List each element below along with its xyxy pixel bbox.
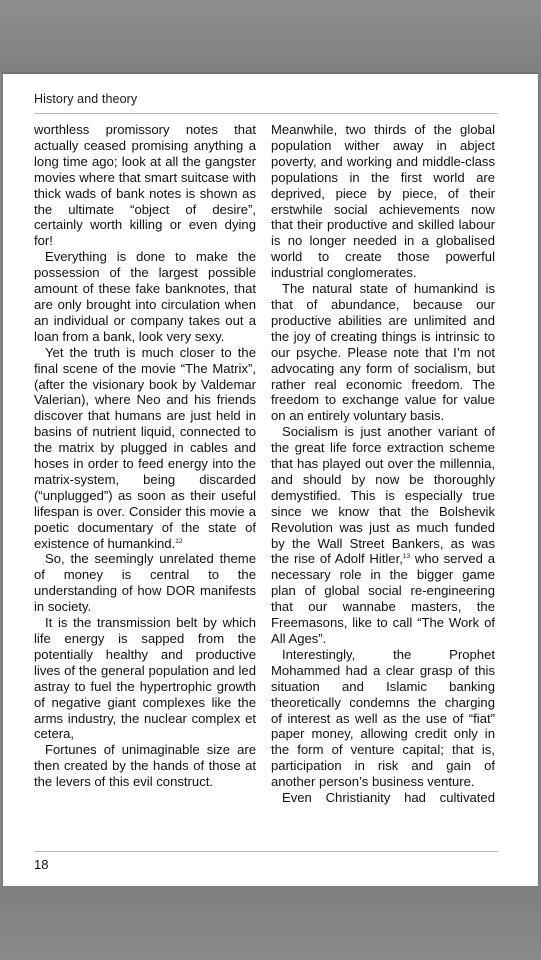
paragraph: The natural state of humankind is that of abundance, because our productive abilities are unlimited and the joy of creating things is intrinsic to our psyche. Please note that I’m not advocating any form of socialism, but rather real economic freedom. The freedom to exchange value for value on an entirely voluntary basis. [271, 281, 495, 424]
page-number: 18 [34, 857, 49, 872]
running-head: History and theory [34, 92, 138, 106]
footnote-ref: 12 [175, 537, 183, 545]
footnote-ref: 13 [402, 553, 411, 561]
viewer-bottom-bar [0, 886, 541, 960]
paragraph: It is the transmission belt by which life energy is sapped from the potentially healthy and productive lives of the general population and led astray to fuel the hypertrophic growth of negative giant complexes like the arms industry, the nuclear complex et cetera, [34, 615, 256, 742]
paragraph: Everything is done to make the possession of the largest possible amount of these fake banknotes, that are only brought into circulation when an individual or company takes out a loan from a bank, look very sexy. [34, 249, 256, 344]
left-column [34, 122, 256, 790]
paragraph-text: Yet the truth is much closer to the final scene of the movie “The Matrix”, (after the visionary book by Valdemar Valerian), where Neo and his friends discover that humans are just held in basins of nutrient liquid, connected to the matrix by plugged in cables and hoses in order to feed energy into the matrix-system, being discarded (“unplugged”) as soon as their useful lifespan is over. Consider this movie a poetic documentary of the state of existence of humankind. [34, 344, 256, 551]
right-column [271, 122, 495, 806]
paragraph: Even Christianity had cultivated [282, 790, 495, 806]
paragraph: Interestingly, the Prophet Mohammed had a clear grasp of this situation and Islamic banking theoretically condemns the charging of interest as well as the use of “fiat” paper money, allowing credit only in the form of venture capital; that is, participation in risk and gain of another person’s business venture. [271, 646, 495, 790]
paragraph [34, 345, 256, 552]
document-page [3, 74, 538, 886]
header-rule [34, 113, 498, 114]
viewer-top-bar [0, 0, 541, 74]
paragraph [271, 424, 495, 647]
paragraph-text: Socialism is just another variant of the great life force extraction scheme that has played out over the millennia, and should by now be thoroughly demystified. This is especially true since we know that the Bolshevik Revolution was just as much funded by the Wall Street Bankers, as was the rise of Adolf Hitler, [271, 424, 495, 567]
paragraph-text: who served a necessary role in the bigger game plan of global social re-engineering that our wannabe masters, the Freemasons, like to call “The Work of All Ages”. [271, 551, 495, 646]
paragraph: So, the seemingly unrelated theme of money is central to the understanding of how DOR manifests in society. [34, 551, 256, 615]
paragraph: Meanwhile, two thirds of the global population wither away in abject poverty, and working and middle-class populations in the first world are deprived, piece by piece, of their erstwhile social achievements now that their productive and skilled labour is no longer needed in a globalised world to create those powerful industrial conglomerates. [271, 122, 495, 281]
paragraph: worthless promissory notes that actually ceased promising anything a long time ago; look at all the gangster movies where that smart suitcase with thick wads of bank notes is shown as the ultimate “object of desire”, certainly worth killing or even dying for! [34, 122, 256, 249]
footer-rule [34, 851, 498, 852]
paragraph: Fortunes of unimaginable size are then created by the hands of those at the levers of this evil construct. [34, 742, 256, 790]
